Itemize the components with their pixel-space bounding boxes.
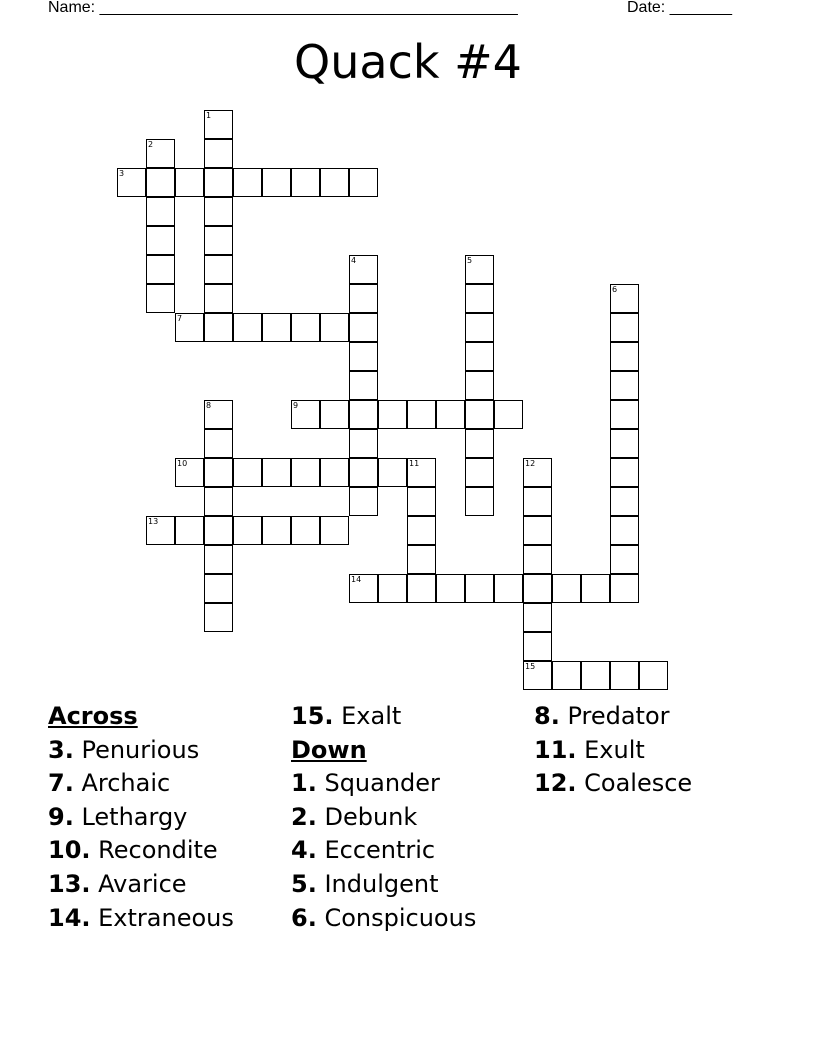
clue-item bbox=[291, 801, 476, 835]
grid-cell[interactable] bbox=[465, 371, 494, 400]
grid-cell[interactable] bbox=[349, 574, 378, 603]
grid-cell[interactable] bbox=[349, 429, 378, 458]
clue-number: 15 bbox=[525, 662, 536, 671]
grid-cell[interactable] bbox=[291, 400, 320, 429]
clue-number: 7 bbox=[177, 314, 183, 323]
clue-item-text: Archaic bbox=[73, 769, 171, 798]
grid-cell[interactable] bbox=[610, 313, 639, 342]
clue-item-number: 2. bbox=[291, 802, 317, 831]
clue-number: 2 bbox=[148, 140, 154, 149]
grid-cell[interactable] bbox=[320, 313, 349, 342]
grid-cell[interactable] bbox=[320, 400, 349, 429]
clue-item-text: Exult bbox=[576, 735, 645, 764]
clue-column-1 bbox=[48, 700, 234, 935]
clue-number: 6 bbox=[612, 285, 618, 294]
grid-cell[interactable] bbox=[523, 516, 552, 545]
grid-cell[interactable] bbox=[465, 574, 494, 603]
grid-cell[interactable] bbox=[204, 603, 233, 632]
grid-cell[interactable] bbox=[610, 284, 639, 313]
clue-item-number: 11. bbox=[534, 735, 577, 764]
grid-cell[interactable] bbox=[262, 313, 291, 342]
grid-cell[interactable] bbox=[204, 313, 233, 342]
grid-cell[interactable] bbox=[204, 429, 233, 458]
grid-cell[interactable] bbox=[349, 371, 378, 400]
grid-cell[interactable] bbox=[175, 313, 204, 342]
clue-item bbox=[48, 734, 234, 768]
grid-cell[interactable] bbox=[204, 284, 233, 313]
grid-cell[interactable] bbox=[610, 516, 639, 545]
grid-cell[interactable] bbox=[523, 632, 552, 661]
clue-section-heading: Down bbox=[291, 735, 367, 764]
grid-cell[interactable] bbox=[320, 458, 349, 487]
grid-cell[interactable] bbox=[378, 574, 407, 603]
grid-cell[interactable] bbox=[291, 313, 320, 342]
clue-item-number: 14. bbox=[48, 903, 91, 932]
grid-cell[interactable] bbox=[465, 342, 494, 371]
grid-cell[interactable] bbox=[204, 139, 233, 168]
clue-item-number: 1. bbox=[291, 769, 317, 798]
clue-item bbox=[48, 801, 234, 835]
clue-number: 1 bbox=[206, 111, 212, 120]
grid-cell[interactable] bbox=[204, 458, 233, 487]
clue-item-text: Coalesce bbox=[576, 769, 693, 798]
clue-item-number: 15. bbox=[291, 702, 334, 730]
grid-cell[interactable] bbox=[494, 400, 523, 429]
clue-column-2 bbox=[291, 700, 476, 935]
clue-item bbox=[291, 700, 476, 734]
grid-cell[interactable] bbox=[523, 603, 552, 632]
clue-item-text: Eccentric bbox=[316, 836, 436, 865]
date-field-label: Date: _______ bbox=[627, 0, 732, 16]
clue-item-number: 9. bbox=[48, 802, 74, 831]
grid-cell[interactable] bbox=[291, 516, 320, 545]
page-title: Quack #4 bbox=[294, 35, 522, 89]
grid-cell[interactable] bbox=[146, 168, 175, 197]
grid-cell[interactable] bbox=[291, 458, 320, 487]
grid-cell[interactable] bbox=[233, 313, 262, 342]
grid-cell[interactable] bbox=[233, 516, 262, 545]
grid-cell[interactable] bbox=[262, 458, 291, 487]
grid-cell[interactable] bbox=[349, 400, 378, 429]
clue-item-text: Indulgent bbox=[316, 869, 439, 898]
grid-cell[interactable] bbox=[349, 458, 378, 487]
grid-cell[interactable] bbox=[465, 429, 494, 458]
grid-cell[interactable] bbox=[552, 661, 581, 690]
grid-cell[interactable] bbox=[407, 487, 436, 516]
grid-cell[interactable] bbox=[349, 255, 378, 284]
grid-cell[interactable] bbox=[610, 487, 639, 516]
clue-item bbox=[48, 902, 234, 936]
grid-cell[interactable] bbox=[465, 400, 494, 429]
grid-cell[interactable] bbox=[465, 284, 494, 313]
clue-number: 10 bbox=[177, 459, 188, 468]
grid-cell[interactable] bbox=[349, 284, 378, 313]
grid-cell[interactable] bbox=[523, 487, 552, 516]
clue-number: 3 bbox=[119, 169, 125, 178]
grid-cell[interactable] bbox=[581, 574, 610, 603]
grid-cell[interactable] bbox=[349, 313, 378, 342]
grid-cell[interactable] bbox=[320, 168, 349, 197]
clue-item bbox=[291, 868, 476, 902]
clue-item bbox=[291, 767, 476, 801]
grid-cell[interactable] bbox=[494, 574, 523, 603]
clue-item-number: 6. bbox=[291, 903, 317, 932]
grid-cell[interactable] bbox=[436, 574, 465, 603]
clue-list bbox=[0, 700, 816, 960]
clue-item-text: Penurious bbox=[73, 735, 200, 764]
clue-item bbox=[534, 734, 692, 768]
grid-cell[interactable] bbox=[204, 574, 233, 603]
clue-number: 13 bbox=[148, 517, 159, 526]
grid-cell[interactable] bbox=[204, 110, 233, 139]
clue-number: 9 bbox=[293, 401, 299, 410]
clue-item bbox=[48, 767, 234, 801]
grid-cell[interactable] bbox=[146, 516, 175, 545]
clue-number: 11 bbox=[409, 459, 420, 468]
grid-cell[interactable] bbox=[204, 255, 233, 284]
grid-cell[interactable] bbox=[146, 139, 175, 168]
clue-item-text: Recondite bbox=[90, 836, 218, 865]
grid-cell[interactable] bbox=[407, 400, 436, 429]
grid-cell[interactable] bbox=[175, 516, 204, 545]
clue-item-text: Predator bbox=[559, 702, 670, 730]
clue-item-text: Squander bbox=[316, 769, 440, 798]
name-field-label: Name: _______________________________________________ bbox=[48, 0, 518, 16]
clue-item-text: Lethargy bbox=[73, 802, 188, 831]
grid-cell[interactable] bbox=[610, 400, 639, 429]
clue-section-heading: Across bbox=[48, 702, 138, 730]
clue-item-number: 13. bbox=[48, 869, 91, 898]
clue-item bbox=[534, 767, 692, 801]
clue-number: 4 bbox=[351, 256, 357, 265]
grid-cell[interactable] bbox=[610, 574, 639, 603]
grid-cell[interactable] bbox=[407, 574, 436, 603]
clue-item-number: 12. bbox=[534, 769, 577, 798]
clue-item bbox=[48, 834, 234, 868]
grid-cell[interactable] bbox=[465, 255, 494, 284]
grid-cell[interactable] bbox=[146, 226, 175, 255]
grid-cell[interactable] bbox=[465, 487, 494, 516]
grid-cell[interactable] bbox=[610, 545, 639, 574]
clue-item-number: 7. bbox=[48, 769, 74, 798]
clue-item-text: Debunk bbox=[316, 802, 418, 831]
clue-number: 12 bbox=[525, 459, 536, 468]
grid-cell[interactable] bbox=[146, 197, 175, 226]
grid-cell[interactable] bbox=[233, 168, 262, 197]
clue-item-number: 4. bbox=[291, 836, 317, 865]
grid-cell[interactable] bbox=[146, 284, 175, 313]
grid-cell[interactable] bbox=[117, 168, 146, 197]
grid-cell[interactable] bbox=[610, 429, 639, 458]
grid-cell[interactable] bbox=[204, 168, 233, 197]
grid-cell[interactable] bbox=[523, 661, 552, 690]
grid-cell[interactable] bbox=[581, 661, 610, 690]
grid-cell[interactable] bbox=[204, 516, 233, 545]
clue-item bbox=[534, 700, 692, 734]
grid-cell[interactable] bbox=[349, 342, 378, 371]
grid-cell[interactable] bbox=[262, 168, 291, 197]
clue-item-text: Extraneous bbox=[90, 903, 234, 932]
grid-cell[interactable] bbox=[233, 458, 262, 487]
grid-cell[interactable] bbox=[465, 313, 494, 342]
grid-cell[interactable] bbox=[552, 574, 581, 603]
clue-item bbox=[291, 834, 476, 868]
grid-cell[interactable] bbox=[610, 371, 639, 400]
grid-cell[interactable] bbox=[291, 168, 320, 197]
clue-item-number: 5. bbox=[291, 869, 317, 898]
clue-item-number: 8. bbox=[534, 702, 560, 730]
grid-cell[interactable] bbox=[204, 545, 233, 574]
grid-cell[interactable] bbox=[262, 516, 291, 545]
grid-cell[interactable] bbox=[378, 400, 407, 429]
clue-item-text: Conspicuous bbox=[316, 903, 477, 932]
grid-cell[interactable] bbox=[610, 661, 639, 690]
grid-cell[interactable] bbox=[523, 545, 552, 574]
grid-cell[interactable] bbox=[378, 458, 407, 487]
grid-cell[interactable] bbox=[407, 545, 436, 574]
grid-cell[interactable] bbox=[610, 458, 639, 487]
grid-cell[interactable] bbox=[610, 342, 639, 371]
grid-cell[interactable] bbox=[320, 516, 349, 545]
grid-cell[interactable] bbox=[639, 661, 668, 690]
grid-cell[interactable] bbox=[146, 255, 175, 284]
grid-cell[interactable] bbox=[349, 168, 378, 197]
grid-cell[interactable] bbox=[204, 400, 233, 429]
clue-item bbox=[291, 902, 476, 936]
clue-item bbox=[48, 868, 234, 902]
clue-item-text: Exalt bbox=[333, 702, 402, 730]
clue-number: 14 bbox=[351, 575, 362, 584]
grid-cell[interactable] bbox=[407, 516, 436, 545]
grid-cell[interactable] bbox=[436, 400, 465, 429]
grid-cell[interactable] bbox=[204, 487, 233, 516]
grid-cell[interactable] bbox=[204, 197, 233, 226]
grid-cell[interactable] bbox=[204, 226, 233, 255]
grid-cell[interactable] bbox=[349, 487, 378, 516]
clue-item-number: 3. bbox=[48, 735, 74, 764]
grid-cell[interactable] bbox=[175, 458, 204, 487]
clue-number: 8 bbox=[206, 401, 212, 410]
clue-column-3 bbox=[534, 700, 692, 801]
grid-cell[interactable] bbox=[523, 574, 552, 603]
grid-cell[interactable] bbox=[465, 458, 494, 487]
clue-item-text: Avarice bbox=[90, 869, 187, 898]
grid-cell[interactable] bbox=[407, 458, 436, 487]
clue-item-number: 10. bbox=[48, 836, 91, 865]
grid-cell[interactable] bbox=[523, 458, 552, 487]
clue-number: 5 bbox=[467, 256, 473, 265]
grid-cell[interactable] bbox=[175, 168, 204, 197]
